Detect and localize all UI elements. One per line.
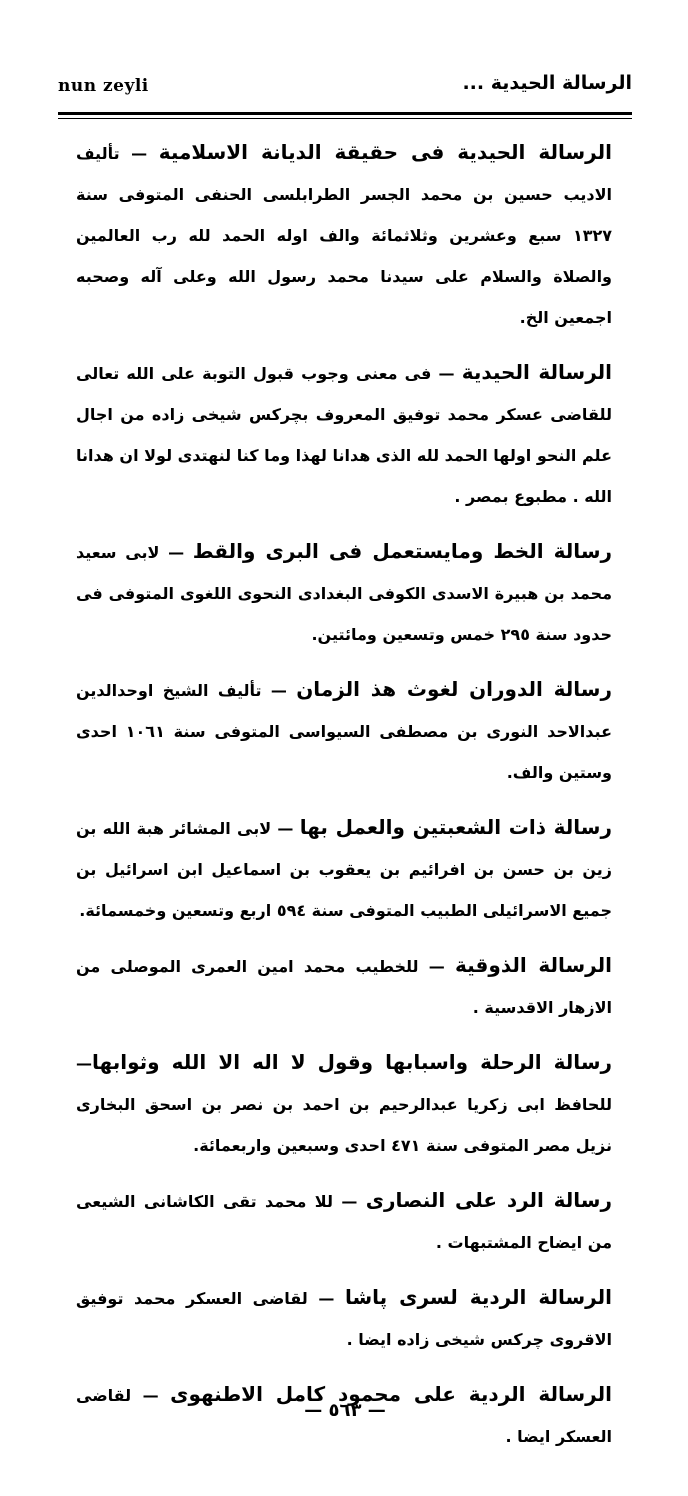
entry-body: — تأليف الشيخ اوحدالدين عبدالاحد النورى بن مصطفى السيواسى المتوفى سنة ١٠٦١ احدى وستين والف. bbox=[76, 681, 612, 782]
entry-body: — لابى سعيد محمد بن هبيرة الاسدى الكوفى البغدادى النحوى اللغوى المتوفى فى حدود سنة ٢٩٥ خمس وتسعين ومائتين. bbox=[76, 543, 612, 644]
entry-body: — فى معنى وجوب قبول التوبة على الله تعالى للقاضى عسكر محمد توفيق المعروف بچركس شيخى زاده من اجال علم النحو اولها الحمد لله الذى هدانا لهذا وما كنا لنهتدى لولا ان هدانا الله . مطبوع بمصر . bbox=[76, 364, 612, 506]
entry-title: رسالة الخط ومايستعمل فى البرى والقط bbox=[192, 539, 612, 563]
entry-title: رسالة ذات الشعبتين والعمل بها bbox=[299, 815, 612, 839]
entry-body: — للا محمد تقى الكاشانى الشيعى من ايضاح المشتبهات . bbox=[76, 1192, 612, 1252]
entry bbox=[76, 352, 612, 517]
running-header bbox=[58, 60, 632, 104]
entry-title: رسالة الدوران لغوث هذ الزمان bbox=[296, 677, 612, 701]
entry bbox=[76, 1277, 612, 1360]
entry bbox=[76, 531, 612, 655]
header-rule-thin bbox=[58, 118, 632, 119]
entry-body: — للخطيب محمد امين العمرى الموصلى من الازهار الاقدسية . bbox=[76, 957, 612, 1017]
entry-list bbox=[76, 132, 612, 1471]
entry-title: الرسالة الذوقية bbox=[455, 953, 612, 977]
entry-title: رسالة الرد على النصارى bbox=[365, 1188, 612, 1212]
header-left-label: nun zeyli bbox=[58, 76, 149, 96]
entry-body: — لابى المشائر هبة الله بن زين بن حسن بن افرائيم بن يعقوب بن اسماعيل ابن اسرائيل بن جميع الاسرائيلى الطبيب المتوفى سنة ٥٩٤ اربع وتسعين وخمسمائة. bbox=[76, 819, 612, 920]
entry-body: — لقاضى العسكر ايضا . bbox=[76, 1386, 612, 1446]
entry-title: الرسالة الحيدية فى حقيقة الديانة الاسلامية bbox=[158, 140, 612, 164]
entry bbox=[76, 132, 612, 338]
entry-title: الرسالة الردية على محمود كامل الاطنهوى bbox=[170, 1382, 612, 1406]
header-running-title: الرسالة الحيدية ... bbox=[462, 72, 632, 94]
entry bbox=[76, 807, 612, 931]
entry-title: الرسالة الحيدية bbox=[461, 360, 613, 384]
page bbox=[58, 60, 632, 1446]
entry-body: — تأليف الاديب حسين بن محمد الجسر الطرابلسى الحنفى المتوفى سنة ١٣٢٧ سبع وعشرين وثلاثمائة والف اوله الحمد لله رب العالمين والصلاة والسلام على سيدنا محمد رسول الله وعلى آله وصحبه اجمعين الخ. bbox=[76, 144, 612, 327]
header-rule-thick bbox=[58, 112, 632, 115]
page-number: — ٥٦٣ — bbox=[304, 1400, 386, 1421]
entry-body: — لقاضى العسكر محمد توفيق الاقروى چركس شيخى زاده ايضا . bbox=[76, 1289, 612, 1349]
entry-title: رسالة الرحلة واسبابها وقول لا اله الا الله وثوابها bbox=[92, 1050, 612, 1074]
entry bbox=[76, 1042, 612, 1166]
entry bbox=[76, 1180, 612, 1263]
entry-body: — للحافظ ابى زكريا عبدالرحيم بن احمد بن نصر بن اسحق البخارى نزيل مصر المتوفى سنة ٤٧١ احدى وسبعين واربعمائة. bbox=[76, 1054, 612, 1155]
entry bbox=[76, 945, 612, 1028]
entry bbox=[76, 669, 612, 793]
entry-title: الرسالة الردية لسرى پاشا bbox=[344, 1285, 612, 1309]
